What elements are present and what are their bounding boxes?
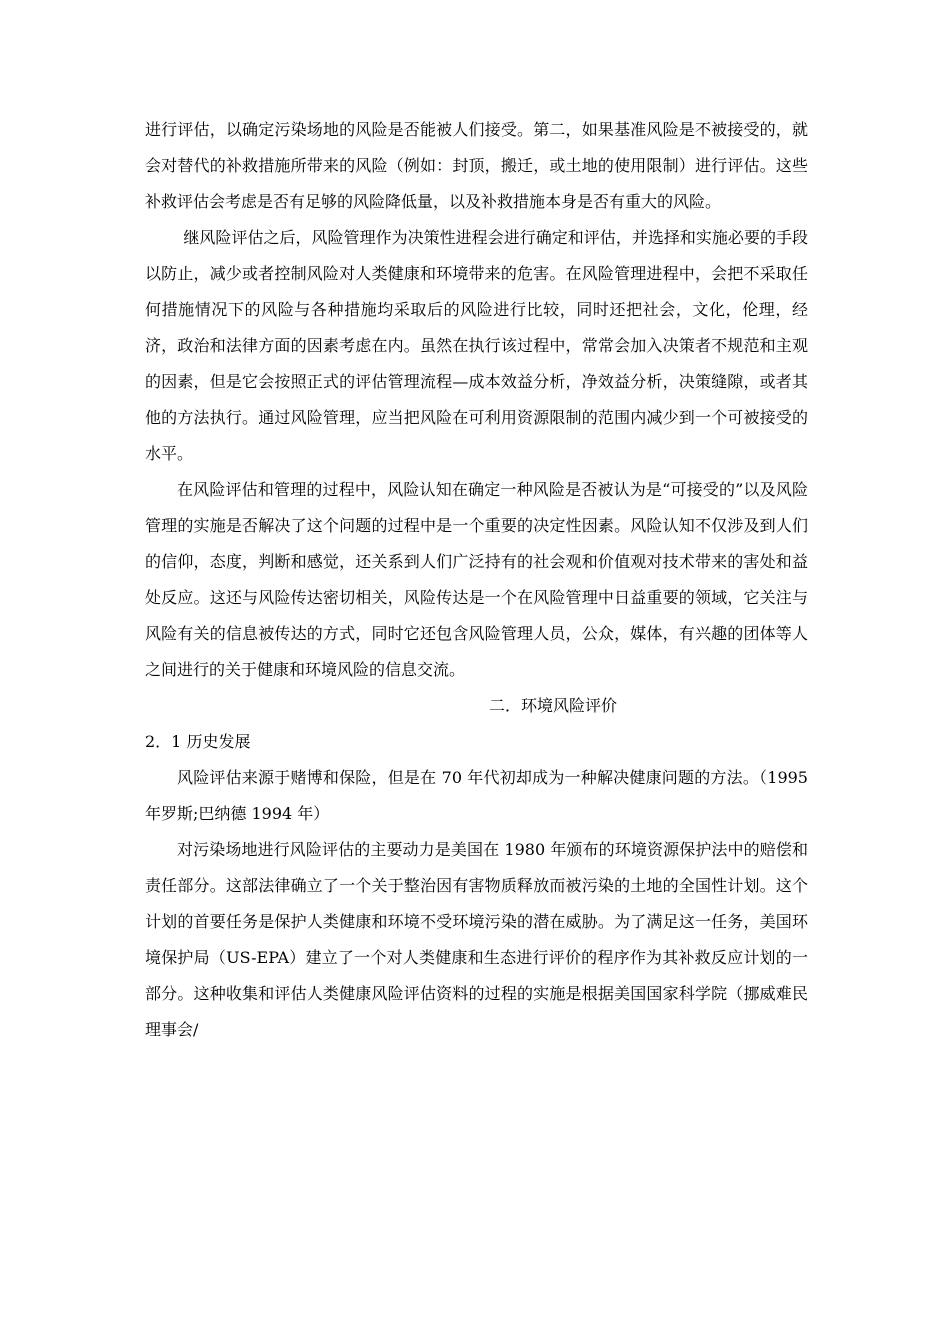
- paragraph-risk-perception: 在风险评估和管理的过程中，风险认知在确定一种风险是否被认为是“可接受的”以及风险管理的实施是否解决了这个问题的过程中是一个重要的决定性因素。风险认知不仅涉及到人们的信仰，态度，判断和感觉，还关系到人们广泛持有的社会观和价值观对技术带来的害处和益处反应。这还与风险传达密切相关，风险传达是一个在风险管理中日益重要的领域，它关注与风险有关的信息被传达的方式，同时它还包含风险管理人员，公众，媒体，有兴趣的团体等人之间进行的关于健康和环境风险的信息交流。: [145, 480, 808, 679]
- paragraph-us-epa: 对污染场地进行风险评估的主要动力是美国在 1980 年颁布的环境资源保护法中的赔偿和责任部分。这部法律确立了一个关于整治因有害物质释放而被污染的土地的全国性计划。这个计划的首要任务是保护人类健康和环境不受环境污染的潜在威胁。为了满足这一任务，美国环境保护局（US-EPA）建立了一个对人类健康和生态进行评价的程序作为其补救反应计划的一部分。这种收集和评估人类健康风险评估资料的过程的实施是根据美国国家科学院（挪威难民理事会/: [145, 840, 808, 1039]
- paragraph-history: 风险评估来源于赌博和保险，但是在 70 年代初却成为一种解决健康问题的方法。（1995 年罗斯;巴纳德 1994 年）: [145, 768, 808, 823]
- paragraph-risk-management: 继风险评估之后，风险管理作为决策性进程会进行确定和评估，并选择和实施必要的手段以防止，减少或者控制风险对人类健康和环境带来的危害。在风险管理进程中，会把不采取任何措施情况下的风险与各种措施均采取后的风险进行比较，同时还把社会，文化，伦理，经济，政治和法律方面的因素考虑在内。虽然在执行该过程中，常常会加入决策者不规范和主观的因素，但是它会按照正式的评估管理流程—成本效益分析，净效益分析，决策缝隙，或者其他的方法执行。通过风险管理，应当把风险在可利用资源限制的范围内减少到一个可被接受的水平。: [145, 228, 808, 463]
- document-body: [145, 112, 808, 1048]
- subsection-title: 2．1 历史发展: [145, 732, 251, 751]
- paragraph-continuation: 进行评估，以确定污染场地的风险是否能被人们接受。第二，如果基准风险是不被接受的，就会对替代的补救措施所带来的风险（例如：封顶，搬迁，或土地的使用限制）进行评估。这些补救评估会考虑是否有足够的风险降低量，以及补救措施本身是否有重大的风险。: [145, 120, 808, 211]
- section-title: 二．环境风险评价: [489, 696, 618, 715]
